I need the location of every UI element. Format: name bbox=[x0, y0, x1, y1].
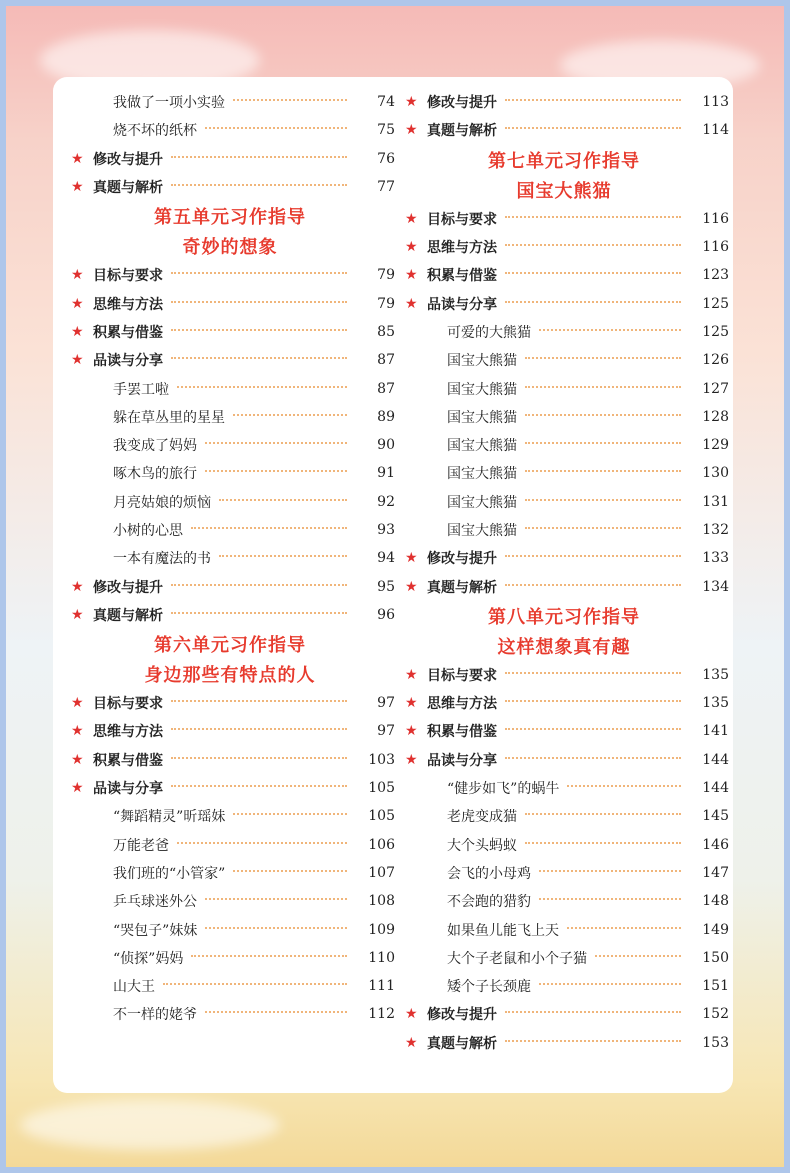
page-number: 79 bbox=[377, 267, 395, 284]
toc-card bbox=[53, 77, 733, 1093]
unit-title: 奇妙的想象 bbox=[182, 237, 278, 259]
toc-article-entry[interactable] bbox=[399, 887, 729, 915]
toc-section-entry[interactable] bbox=[65, 774, 395, 802]
dot-leader bbox=[505, 272, 681, 274]
toc-article-entry[interactable] bbox=[65, 915, 395, 943]
unit-title: 第六单元习作指导 bbox=[154, 635, 306, 657]
entry-title: 思维与方法 bbox=[427, 240, 497, 257]
entry-title: 老虎变成猫 bbox=[447, 809, 517, 826]
page-number: 87 bbox=[377, 380, 395, 397]
toc-right-column bbox=[399, 88, 729, 1057]
dot-leader bbox=[171, 184, 347, 186]
star-icon: ★ bbox=[71, 723, 84, 740]
entry-title: 我做了一项小实验 bbox=[113, 95, 225, 112]
toc-article-entry[interactable] bbox=[399, 403, 729, 431]
entry-title: 思维与方法 bbox=[93, 296, 163, 313]
unit-title: 这样想象真有趣 bbox=[497, 636, 631, 658]
page-number: 91 bbox=[377, 465, 395, 482]
toc-article-entry[interactable] bbox=[65, 516, 395, 544]
dot-leader bbox=[525, 527, 681, 529]
toc-article-entry[interactable] bbox=[65, 972, 395, 1000]
toc-section-entry[interactable] bbox=[399, 205, 729, 233]
toc-article-entry[interactable] bbox=[399, 859, 729, 887]
page-number: 103 bbox=[368, 751, 395, 768]
page-number: 96 bbox=[377, 606, 395, 623]
toc-article-entry[interactable] bbox=[65, 431, 395, 459]
dot-leader bbox=[505, 99, 681, 101]
entry-title: 小树的心思 bbox=[113, 523, 183, 539]
dot-leader bbox=[171, 757, 347, 759]
entry-title: 积累与借鉴 bbox=[427, 724, 497, 741]
page-number: 125 bbox=[702, 323, 729, 340]
dot-leader bbox=[525, 442, 681, 444]
dot-leader bbox=[205, 898, 347, 900]
unit-title: 身边那些有特点的人 bbox=[144, 665, 316, 687]
page-number: 75 bbox=[377, 122, 395, 139]
toc-article-entry[interactable] bbox=[399, 972, 729, 1000]
unit-title: 第五单元习作指导 bbox=[154, 207, 306, 229]
toc-section-entry[interactable] bbox=[65, 689, 395, 717]
unit-title: 国宝大熊猫 bbox=[516, 180, 612, 202]
page-number: 74 bbox=[377, 94, 395, 111]
toc-article-entry[interactable] bbox=[399, 915, 729, 943]
toc-section-entry[interactable] bbox=[65, 746, 395, 774]
dot-leader bbox=[163, 983, 347, 985]
toc-section-entry[interactable] bbox=[65, 601, 395, 629]
entry-title: 矮个子长颈鹿 bbox=[447, 979, 531, 996]
entry-title: 国宝大熊猫 bbox=[447, 353, 517, 370]
entry-title: 思维与方法 bbox=[427, 696, 497, 713]
page-number: 152 bbox=[702, 1006, 729, 1023]
star-icon: ★ bbox=[71, 578, 84, 595]
dot-leader bbox=[205, 470, 347, 472]
dot-leader bbox=[525, 813, 681, 815]
star-icon: ★ bbox=[405, 210, 418, 227]
page-number: 129 bbox=[702, 437, 729, 454]
dot-leader bbox=[505, 584, 681, 586]
toc-article-entry[interactable] bbox=[399, 346, 729, 374]
entry-title: 修改与提升 bbox=[427, 551, 497, 568]
star-icon: ★ bbox=[405, 295, 418, 312]
page-number: 125 bbox=[702, 295, 729, 312]
toc-section-entry[interactable] bbox=[399, 717, 729, 745]
dot-leader bbox=[567, 927, 681, 929]
entry-title: 手罢工啦 bbox=[113, 381, 169, 398]
dot-leader bbox=[171, 272, 347, 274]
dot-leader bbox=[233, 870, 347, 872]
toc-article-entry[interactable] bbox=[65, 802, 395, 830]
page-number: 116 bbox=[702, 239, 729, 256]
entry-title: 目标与要求 bbox=[427, 667, 497, 684]
page-number: 105 bbox=[368, 808, 395, 825]
page-number: 106 bbox=[368, 836, 395, 853]
toc-article-entry[interactable] bbox=[65, 831, 395, 859]
entry-title: 乒乓球迷外公 bbox=[113, 894, 197, 911]
dot-leader bbox=[505, 127, 681, 129]
toc-section-entry[interactable] bbox=[65, 173, 395, 201]
entry-title: 修改与提升 bbox=[427, 95, 497, 112]
entry-title: 月亮姑娘的烦恼 bbox=[113, 494, 211, 511]
dot-leader bbox=[505, 728, 681, 730]
entry-title: 大个子老鼠和小个子猫 bbox=[447, 950, 587, 967]
page-number: 108 bbox=[368, 893, 395, 910]
star-icon: ★ bbox=[405, 239, 418, 256]
dot-leader bbox=[205, 1011, 347, 1013]
dot-leader bbox=[525, 357, 681, 359]
entry-title: 积累与借鉴 bbox=[93, 324, 163, 341]
entry-title: 真题与解析 bbox=[93, 180, 163, 197]
toc-section-entry[interactable] bbox=[399, 1029, 729, 1057]
entry-title: 国宝大熊猫 bbox=[447, 409, 517, 426]
page-number: 149 bbox=[702, 921, 729, 938]
toc-section-entry[interactable] bbox=[399, 289, 729, 317]
page-number: 92 bbox=[377, 493, 395, 510]
page-number: 150 bbox=[702, 949, 729, 966]
toc-article-entry[interactable] bbox=[399, 802, 729, 830]
page-number: 111 bbox=[368, 978, 395, 995]
entry-title: “舞蹈精灵”昕瑶妹 bbox=[113, 809, 226, 826]
dot-leader bbox=[505, 555, 681, 557]
page-number: 130 bbox=[702, 465, 729, 482]
page-number: 135 bbox=[702, 666, 729, 683]
dot-leader bbox=[171, 785, 347, 787]
page-number: 126 bbox=[702, 352, 729, 369]
page-number: 144 bbox=[702, 780, 729, 797]
entry-title: 真题与解析 bbox=[427, 123, 497, 140]
dot-leader bbox=[171, 357, 347, 359]
dot-leader bbox=[595, 955, 681, 957]
page-number: 109 bbox=[368, 921, 395, 938]
page-number: 128 bbox=[702, 408, 729, 425]
dot-leader bbox=[567, 785, 681, 787]
entry-title: 目标与要求 bbox=[93, 696, 163, 713]
page-number: 105 bbox=[368, 780, 395, 797]
entry-title: 可爱的大熊猫 bbox=[447, 324, 531, 341]
toc-article-entry[interactable] bbox=[65, 944, 395, 972]
star-icon: ★ bbox=[71, 695, 84, 712]
entry-title: 真题与解析 bbox=[427, 579, 497, 596]
page-number: 77 bbox=[377, 179, 395, 196]
dot-leader bbox=[505, 672, 681, 674]
page-number: 97 bbox=[377, 695, 395, 712]
background-cloud bbox=[20, 1100, 280, 1150]
toc-article-entry[interactable] bbox=[65, 88, 395, 116]
entry-title: 积累与借鉴 bbox=[93, 752, 163, 769]
entry-title: 山大王 bbox=[113, 979, 155, 996]
dot-leader bbox=[233, 414, 347, 416]
toc-section-entry[interactable] bbox=[399, 116, 729, 144]
page-number: 114 bbox=[702, 122, 729, 139]
dot-leader bbox=[205, 127, 347, 129]
entry-title: 烧不坏的纸杯 bbox=[113, 123, 197, 140]
star-icon: ★ bbox=[71, 179, 84, 196]
page-number: 133 bbox=[702, 550, 729, 567]
dot-leader bbox=[525, 470, 681, 472]
entry-title: 品读与分享 bbox=[93, 353, 163, 370]
toc-article-entry[interactable] bbox=[399, 831, 729, 859]
dot-leader bbox=[171, 700, 347, 702]
dot-leader bbox=[505, 244, 681, 246]
page-number: 127 bbox=[702, 380, 729, 397]
dot-leader bbox=[525, 499, 681, 501]
toc-article-entry[interactable] bbox=[65, 116, 395, 144]
star-icon: ★ bbox=[405, 578, 418, 595]
page-number: 153 bbox=[702, 1034, 729, 1051]
entry-title: 修改与提升 bbox=[93, 151, 163, 168]
toc-article-entry[interactable] bbox=[65, 403, 395, 431]
toc-section-entry[interactable] bbox=[65, 261, 395, 289]
page-number: 141 bbox=[702, 723, 729, 740]
toc-article-entry[interactable] bbox=[399, 431, 729, 459]
star-icon: ★ bbox=[405, 723, 418, 740]
page-number: 112 bbox=[368, 1006, 395, 1023]
entry-title: 我们班的“小管家” bbox=[113, 865, 226, 882]
entry-title: 躲在草丛里的星星 bbox=[113, 409, 225, 426]
page-number: 89 bbox=[377, 408, 395, 425]
toc-article-entry[interactable] bbox=[65, 374, 395, 402]
star-icon: ★ bbox=[71, 150, 84, 167]
entry-title: 大个头蚂蚁 bbox=[447, 837, 517, 854]
entry-title: 思维与方法 bbox=[93, 724, 163, 741]
page-number: 113 bbox=[702, 94, 729, 111]
entry-title: 国宝大熊猫 bbox=[447, 438, 517, 455]
page-number: 134 bbox=[702, 578, 729, 595]
star-icon: ★ bbox=[71, 780, 84, 797]
page-number: 131 bbox=[702, 493, 729, 510]
toc-article-entry[interactable] bbox=[399, 516, 729, 544]
entry-title: 国宝大熊猫 bbox=[447, 523, 517, 539]
page-number: 147 bbox=[702, 864, 729, 881]
toc-article-entry[interactable] bbox=[65, 488, 395, 516]
dot-leader bbox=[505, 216, 681, 218]
entry-title: 积累与借鉴 bbox=[427, 268, 497, 285]
dot-leader bbox=[171, 156, 347, 158]
star-icon: ★ bbox=[405, 1006, 418, 1023]
toc-section-entry[interactable] bbox=[65, 717, 395, 745]
entry-title: 会飞的小母鸡 bbox=[447, 865, 531, 882]
entry-title: 国宝大熊猫 bbox=[447, 381, 517, 398]
toc-article-entry[interactable] bbox=[399, 944, 729, 972]
page-number: 87 bbox=[377, 352, 395, 369]
star-icon: ★ bbox=[405, 751, 418, 768]
entry-title: 不一样的姥爷 bbox=[113, 1007, 197, 1024]
toc-section-entry[interactable] bbox=[65, 318, 395, 346]
entry-title: 真题与解析 bbox=[427, 1035, 497, 1052]
page-number: 146 bbox=[702, 836, 729, 853]
dot-leader bbox=[171, 584, 347, 586]
star-icon: ★ bbox=[405, 94, 418, 111]
toc-article-entry[interactable] bbox=[399, 488, 729, 516]
entry-title: 国宝大熊猫 bbox=[447, 466, 517, 483]
toc-article-entry[interactable] bbox=[399, 774, 729, 802]
entry-title: 国宝大熊猫 bbox=[447, 494, 517, 511]
entry-title: 目标与要求 bbox=[93, 268, 163, 285]
page-number: 148 bbox=[702, 893, 729, 910]
dot-leader bbox=[505, 757, 681, 759]
dot-leader bbox=[233, 99, 347, 101]
dot-leader bbox=[233, 813, 347, 815]
page-number: 123 bbox=[702, 267, 729, 284]
toc-section-entry[interactable] bbox=[399, 746, 729, 774]
dot-leader bbox=[505, 700, 681, 702]
entry-title: “健步如飞”的蜗牛 bbox=[447, 781, 560, 798]
dot-leader bbox=[177, 386, 347, 388]
toc-section-entry[interactable] bbox=[65, 289, 395, 317]
page-number: 132 bbox=[702, 522, 729, 538]
entry-title: “侦探”妈妈 bbox=[113, 950, 184, 967]
toc-section-entry[interactable] bbox=[65, 572, 395, 600]
entry-title: 品读与分享 bbox=[93, 781, 163, 798]
toc-article-entry[interactable] bbox=[65, 459, 395, 487]
dot-leader bbox=[525, 386, 681, 388]
page-number: 116 bbox=[702, 210, 729, 227]
star-icon: ★ bbox=[71, 323, 84, 340]
page-number: 94 bbox=[377, 550, 395, 567]
entry-title: 修改与提升 bbox=[93, 579, 163, 596]
dot-leader bbox=[205, 442, 347, 444]
entry-title: 真题与解析 bbox=[93, 607, 163, 624]
star-icon: ★ bbox=[71, 267, 84, 284]
toc-left-column bbox=[65, 88, 395, 1029]
entry-title: 品读与分享 bbox=[427, 752, 497, 769]
dot-leader bbox=[539, 898, 681, 900]
page-number: 79 bbox=[377, 295, 395, 312]
toc-article-entry[interactable] bbox=[65, 1000, 395, 1028]
toc-section-entry[interactable] bbox=[399, 261, 729, 289]
entry-title: 不会跑的猎豹 bbox=[447, 894, 531, 911]
toc-article-entry[interactable] bbox=[399, 459, 729, 487]
dot-leader bbox=[177, 842, 347, 844]
unit-title: 第八单元习作指导 bbox=[488, 606, 640, 628]
page-number: 144 bbox=[702, 751, 729, 768]
page-number: 93 bbox=[377, 522, 395, 538]
dot-leader bbox=[525, 414, 681, 416]
entry-title: 目标与要求 bbox=[427, 211, 497, 228]
page-number: 151 bbox=[702, 978, 729, 995]
dot-leader bbox=[171, 329, 347, 331]
toc-article-entry[interactable] bbox=[65, 544, 395, 572]
dot-leader bbox=[171, 612, 347, 614]
star-icon: ★ bbox=[71, 606, 84, 623]
page-number: 85 bbox=[377, 323, 395, 340]
toc-section-entry[interactable] bbox=[399, 1000, 729, 1028]
dot-leader bbox=[219, 499, 347, 501]
dot-leader bbox=[505, 1011, 681, 1013]
dot-leader bbox=[525, 842, 681, 844]
dot-leader bbox=[171, 301, 347, 303]
entry-title: 修改与提升 bbox=[427, 1007, 497, 1024]
star-icon: ★ bbox=[405, 267, 418, 284]
star-icon: ★ bbox=[405, 550, 418, 567]
page-number: 107 bbox=[368, 864, 395, 881]
page-number: 135 bbox=[702, 695, 729, 712]
dot-leader bbox=[191, 527, 347, 529]
toc-section-entry[interactable] bbox=[399, 572, 729, 600]
toc-section-entry[interactable] bbox=[399, 661, 729, 689]
toc-article-entry[interactable] bbox=[65, 859, 395, 887]
page-number: 110 bbox=[368, 949, 395, 966]
page-number: 97 bbox=[377, 723, 395, 740]
dot-leader bbox=[539, 983, 681, 985]
dot-leader bbox=[171, 728, 347, 730]
toc-section-entry[interactable] bbox=[65, 346, 395, 374]
dot-leader bbox=[191, 955, 347, 957]
entry-title: 品读与分享 bbox=[427, 296, 497, 313]
dot-leader bbox=[505, 301, 681, 303]
entry-title: 啄木鸟的旅行 bbox=[113, 466, 197, 483]
dot-leader bbox=[205, 927, 347, 929]
toc-section-entry[interactable] bbox=[399, 233, 729, 261]
entry-title: 如果鱼儿能飞上天 bbox=[447, 922, 559, 939]
star-icon: ★ bbox=[71, 352, 84, 369]
page-number: 76 bbox=[377, 150, 395, 167]
entry-title: 我变成了妈妈 bbox=[113, 438, 197, 455]
toc-section-entry[interactable] bbox=[399, 88, 729, 116]
star-icon: ★ bbox=[71, 751, 84, 768]
star-icon: ★ bbox=[405, 1034, 418, 1051]
toc-article-entry[interactable] bbox=[399, 374, 729, 402]
unit-title: 第七单元习作指导 bbox=[488, 150, 640, 172]
star-icon: ★ bbox=[405, 122, 418, 139]
entry-title: 一本有魔法的书 bbox=[113, 551, 211, 568]
page-number: 90 bbox=[377, 437, 395, 454]
dot-leader bbox=[219, 555, 347, 557]
toc-article-entry[interactable] bbox=[399, 318, 729, 346]
page-number: 145 bbox=[702, 808, 729, 825]
dot-leader bbox=[505, 1040, 681, 1042]
toc-article-entry[interactable] bbox=[65, 887, 395, 915]
toc-section-entry[interactable] bbox=[65, 145, 395, 173]
star-icon: ★ bbox=[405, 695, 418, 712]
entry-title: “哭包子”妹妹 bbox=[113, 922, 198, 939]
dot-leader bbox=[539, 870, 681, 872]
page-number: 95 bbox=[377, 578, 395, 595]
toc-section-entry[interactable] bbox=[399, 544, 729, 572]
star-icon: ★ bbox=[71, 295, 84, 312]
entry-title: 万能老爸 bbox=[113, 837, 169, 854]
star-icon: ★ bbox=[405, 666, 418, 683]
toc-section-entry[interactable] bbox=[399, 689, 729, 717]
dot-leader bbox=[539, 329, 681, 331]
